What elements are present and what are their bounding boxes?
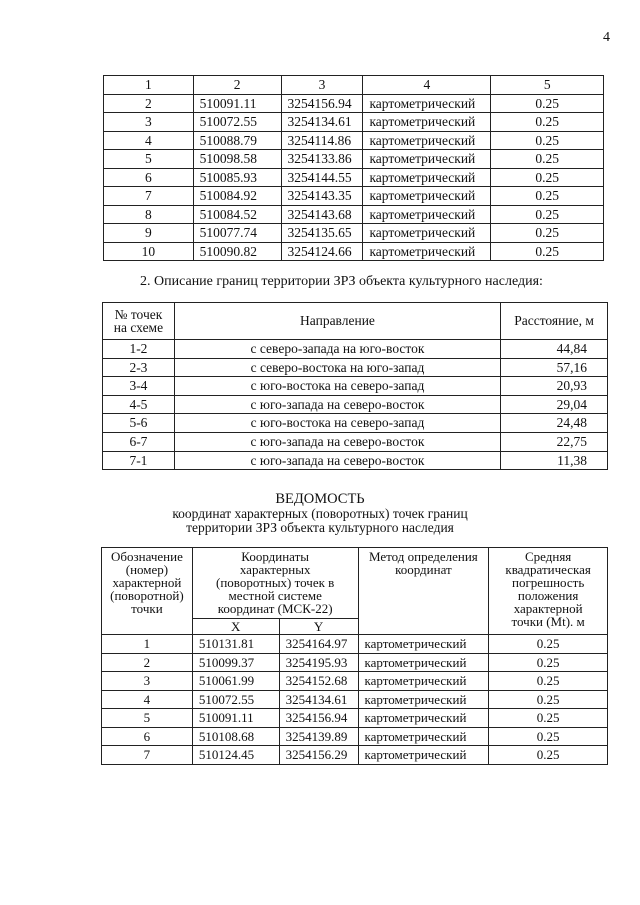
table-row — [104, 113, 604, 132]
vedomost-subtitle-line2: территории ЗРЗ объекта культурного наследия — [186, 520, 454, 535]
segment: 2-3 — [103, 358, 175, 377]
method: картометрический — [363, 205, 491, 224]
header-cell: 4 — [363, 76, 491, 95]
x-coordinate: 510131.81 — [192, 635, 279, 654]
page-number: 4 — [603, 30, 610, 45]
y-coordinate: 3254139.89 — [279, 727, 358, 746]
method: картометрический — [358, 690, 489, 709]
y-coordinate: 3254143.68 — [281, 205, 363, 224]
header-line: погрешность — [512, 575, 585, 590]
error-value: 0.25 — [491, 113, 604, 132]
point-number: 4 — [104, 131, 194, 150]
method: картометрический — [358, 635, 489, 654]
error-value: 0.25 — [489, 635, 608, 654]
y-coordinate: 3254156.29 — [279, 746, 358, 765]
distance: 57,16 — [501, 358, 608, 377]
table-row — [102, 746, 608, 765]
error-value: 0.25 — [489, 690, 608, 709]
method: картометрический — [358, 709, 489, 728]
x-coordinate: 510088.79 — [193, 131, 281, 150]
direction: с юго-запада на северо-восток — [174, 432, 500, 451]
distance: 24,48 — [501, 414, 608, 433]
point-number: 1 — [102, 635, 193, 654]
point-number: 2 — [104, 94, 194, 113]
header-x: X — [192, 618, 279, 634]
header-points-line2: на схеме — [113, 320, 164, 335]
header-line: Средняя — [524, 549, 572, 564]
header-line: Метод определения — [369, 549, 478, 564]
header-cell: 3 — [281, 76, 363, 95]
y-coordinate: 3254133.86 — [281, 150, 363, 169]
distance: 11,38 — [501, 451, 608, 470]
x-coordinate: 510072.55 — [193, 113, 281, 132]
direction: с юго-востока на северо-запад — [174, 414, 500, 433]
table-row — [103, 414, 608, 433]
distance: 22,75 — [501, 432, 608, 451]
segment: 6-7 — [103, 432, 175, 451]
point-number: 8 — [104, 205, 194, 224]
header-line: точки — [131, 601, 163, 616]
x-coordinate: 510091.11 — [193, 94, 281, 113]
method: картометрический — [363, 242, 491, 261]
error-value: 0.25 — [489, 727, 608, 746]
y-coordinate: 3254144.55 — [281, 168, 363, 187]
distance: 20,93 — [501, 377, 608, 396]
table-row — [102, 690, 608, 709]
distance: 29,04 — [501, 395, 608, 414]
vedomost-subtitle-line1: координат характерных (поворотных) точек границ — [172, 506, 468, 521]
vedomost-title: ВЕДОМОСТЬ — [275, 491, 365, 507]
error-value: 0.25 — [489, 653, 608, 672]
method: картометрический — [358, 746, 489, 765]
method: картометрический — [363, 131, 491, 150]
table-row — [104, 242, 604, 261]
point-number: 3 — [104, 113, 194, 132]
table-row — [103, 377, 608, 396]
header-method — [358, 548, 489, 635]
point-number: 3 — [102, 672, 193, 691]
error-value: 0.25 — [491, 168, 604, 187]
x-coordinate: 510085.93 — [193, 168, 281, 187]
error-value: 0.25 — [491, 131, 604, 150]
y-coordinate: 3254164.97 — [279, 635, 358, 654]
coordinates-table-continued — [103, 75, 604, 261]
method: картометрический — [363, 168, 491, 187]
error-value: 0.25 — [489, 746, 608, 765]
table-row — [102, 653, 608, 672]
point-number: 7 — [104, 187, 194, 206]
y-coordinate: 3254152.68 — [279, 672, 358, 691]
method: картометрический — [363, 224, 491, 243]
x-coordinate: 510099.37 — [192, 653, 279, 672]
error-value: 0.25 — [489, 709, 608, 728]
header-line: Координаты — [241, 549, 310, 564]
x-coordinate: 510077.74 — [193, 224, 281, 243]
header-points — [103, 303, 175, 340]
method: картометрический — [363, 187, 491, 206]
header-line: характерных — [239, 562, 311, 577]
error-value: 0.25 — [489, 672, 608, 691]
segment: 4-5 — [103, 395, 175, 414]
table-row — [103, 358, 608, 377]
table-row — [102, 635, 608, 654]
point-number: 6 — [102, 727, 193, 746]
x-coordinate: 510061.99 — [192, 672, 279, 691]
header-line: координат (МСК-22) — [217, 601, 333, 616]
error-value: 0.25 — [491, 187, 604, 206]
x-coordinate: 510084.52 — [193, 205, 281, 224]
header-line: Обозначение — [111, 549, 183, 564]
table-row — [104, 187, 604, 206]
header-designation — [102, 548, 193, 635]
method: картометрический — [358, 672, 489, 691]
table-row — [103, 395, 608, 414]
header-error — [489, 548, 608, 635]
table-row — [104, 94, 604, 113]
header-points-line1: № точек — [114, 306, 163, 322]
header-line: положения — [517, 588, 579, 603]
point-number: 10 — [104, 242, 194, 261]
segment: 7-1 — [103, 451, 175, 470]
table-row — [102, 709, 608, 728]
table-row — [102, 672, 608, 691]
y-coordinate: 3254124.66 — [281, 242, 363, 261]
header-cell: 2 — [193, 76, 281, 95]
point-number: 5 — [102, 709, 193, 728]
direction: с юго-запада на северо-восток — [174, 451, 500, 470]
point-number: 2 — [102, 653, 193, 672]
y-coordinate: 3254143.35 — [281, 187, 363, 206]
x-coordinate: 510108.68 — [192, 727, 279, 746]
direction: с юго-запада на северо-восток — [174, 395, 500, 414]
table-row — [102, 727, 608, 746]
point-number: 6 — [104, 168, 194, 187]
y-coordinate: 3254134.61 — [279, 690, 358, 709]
point-number: 7 — [102, 746, 193, 765]
table-row — [103, 432, 608, 451]
header-line: квадратическая — [505, 562, 591, 577]
error-value: 0.25 — [491, 94, 604, 113]
y-coordinate: 3254134.61 — [281, 113, 363, 132]
y-coordinate: 3254195.93 — [279, 653, 358, 672]
x-coordinate: 510098.58 — [193, 150, 281, 169]
error-value: 0.25 — [491, 150, 604, 169]
header-distance: Расстояние, м — [501, 303, 608, 340]
method: картометрический — [363, 94, 491, 113]
header-line: характерной — [112, 575, 182, 590]
header-cell: 5 — [491, 76, 604, 95]
method: картометрический — [363, 150, 491, 169]
x-coordinate: 510124.45 — [192, 746, 279, 765]
x-coordinate: 510072.55 — [192, 690, 279, 709]
table-row — [103, 340, 608, 359]
y-coordinate: 3254114.86 — [281, 131, 363, 150]
error-value: 0.25 — [491, 205, 604, 224]
point-number: 9 — [104, 224, 194, 243]
table-row — [103, 451, 608, 470]
point-number: 4 — [102, 690, 193, 709]
header-line: (номер) — [125, 562, 169, 577]
direction: с северо-запада на юго-восток — [174, 340, 500, 359]
y-coordinate: 3254135.65 — [281, 224, 363, 243]
header-line: координат — [395, 562, 452, 577]
header-line: (поворотной) — [110, 588, 184, 603]
header-line: характерной — [513, 601, 583, 616]
section-heading: 2. Описание границ территории ЗРЗ объекта культурного наследия: — [140, 274, 543, 289]
header-coordinates — [192, 548, 358, 619]
characteristic-points-table — [101, 547, 608, 765]
segment: 5-6 — [103, 414, 175, 433]
direction: с юго-востока на северо-запад — [174, 377, 500, 396]
table-row — [104, 205, 604, 224]
table-row — [104, 224, 604, 243]
table-row — [104, 168, 604, 187]
x-coordinate: 510091.11 — [192, 709, 279, 728]
header-line: (поворотных) точек в — [216, 575, 335, 590]
segment: 1-2 — [103, 340, 175, 359]
point-number: 5 — [104, 150, 194, 169]
method: картометрический — [363, 113, 491, 132]
x-coordinate: 510084.92 — [193, 187, 281, 206]
method: картометрический — [358, 653, 489, 672]
header-y: Y — [279, 618, 358, 634]
error-value: 0.25 — [491, 242, 604, 261]
header-line: местной системе — [228, 588, 322, 603]
y-coordinate: 3254156.94 — [281, 94, 363, 113]
table-row — [104, 150, 604, 169]
header-cell: 1 — [104, 76, 194, 95]
table-header-row — [102, 548, 608, 619]
table-header-row — [103, 303, 608, 340]
x-coordinate: 510090.82 — [193, 242, 281, 261]
y-coordinate: 3254156.94 — [279, 709, 358, 728]
segment: 3-4 — [103, 377, 175, 396]
distance: 44,84 — [501, 340, 608, 359]
table-row — [104, 131, 604, 150]
table-header-row — [104, 76, 604, 95]
direction: с северо-востока на юго-запад — [174, 358, 500, 377]
error-value: 0.25 — [491, 224, 604, 243]
boundary-description-table — [102, 302, 608, 470]
method: картометрический — [358, 727, 489, 746]
header-direction: Направление — [174, 303, 500, 340]
header-line: точки (Mt). м — [511, 614, 585, 629]
